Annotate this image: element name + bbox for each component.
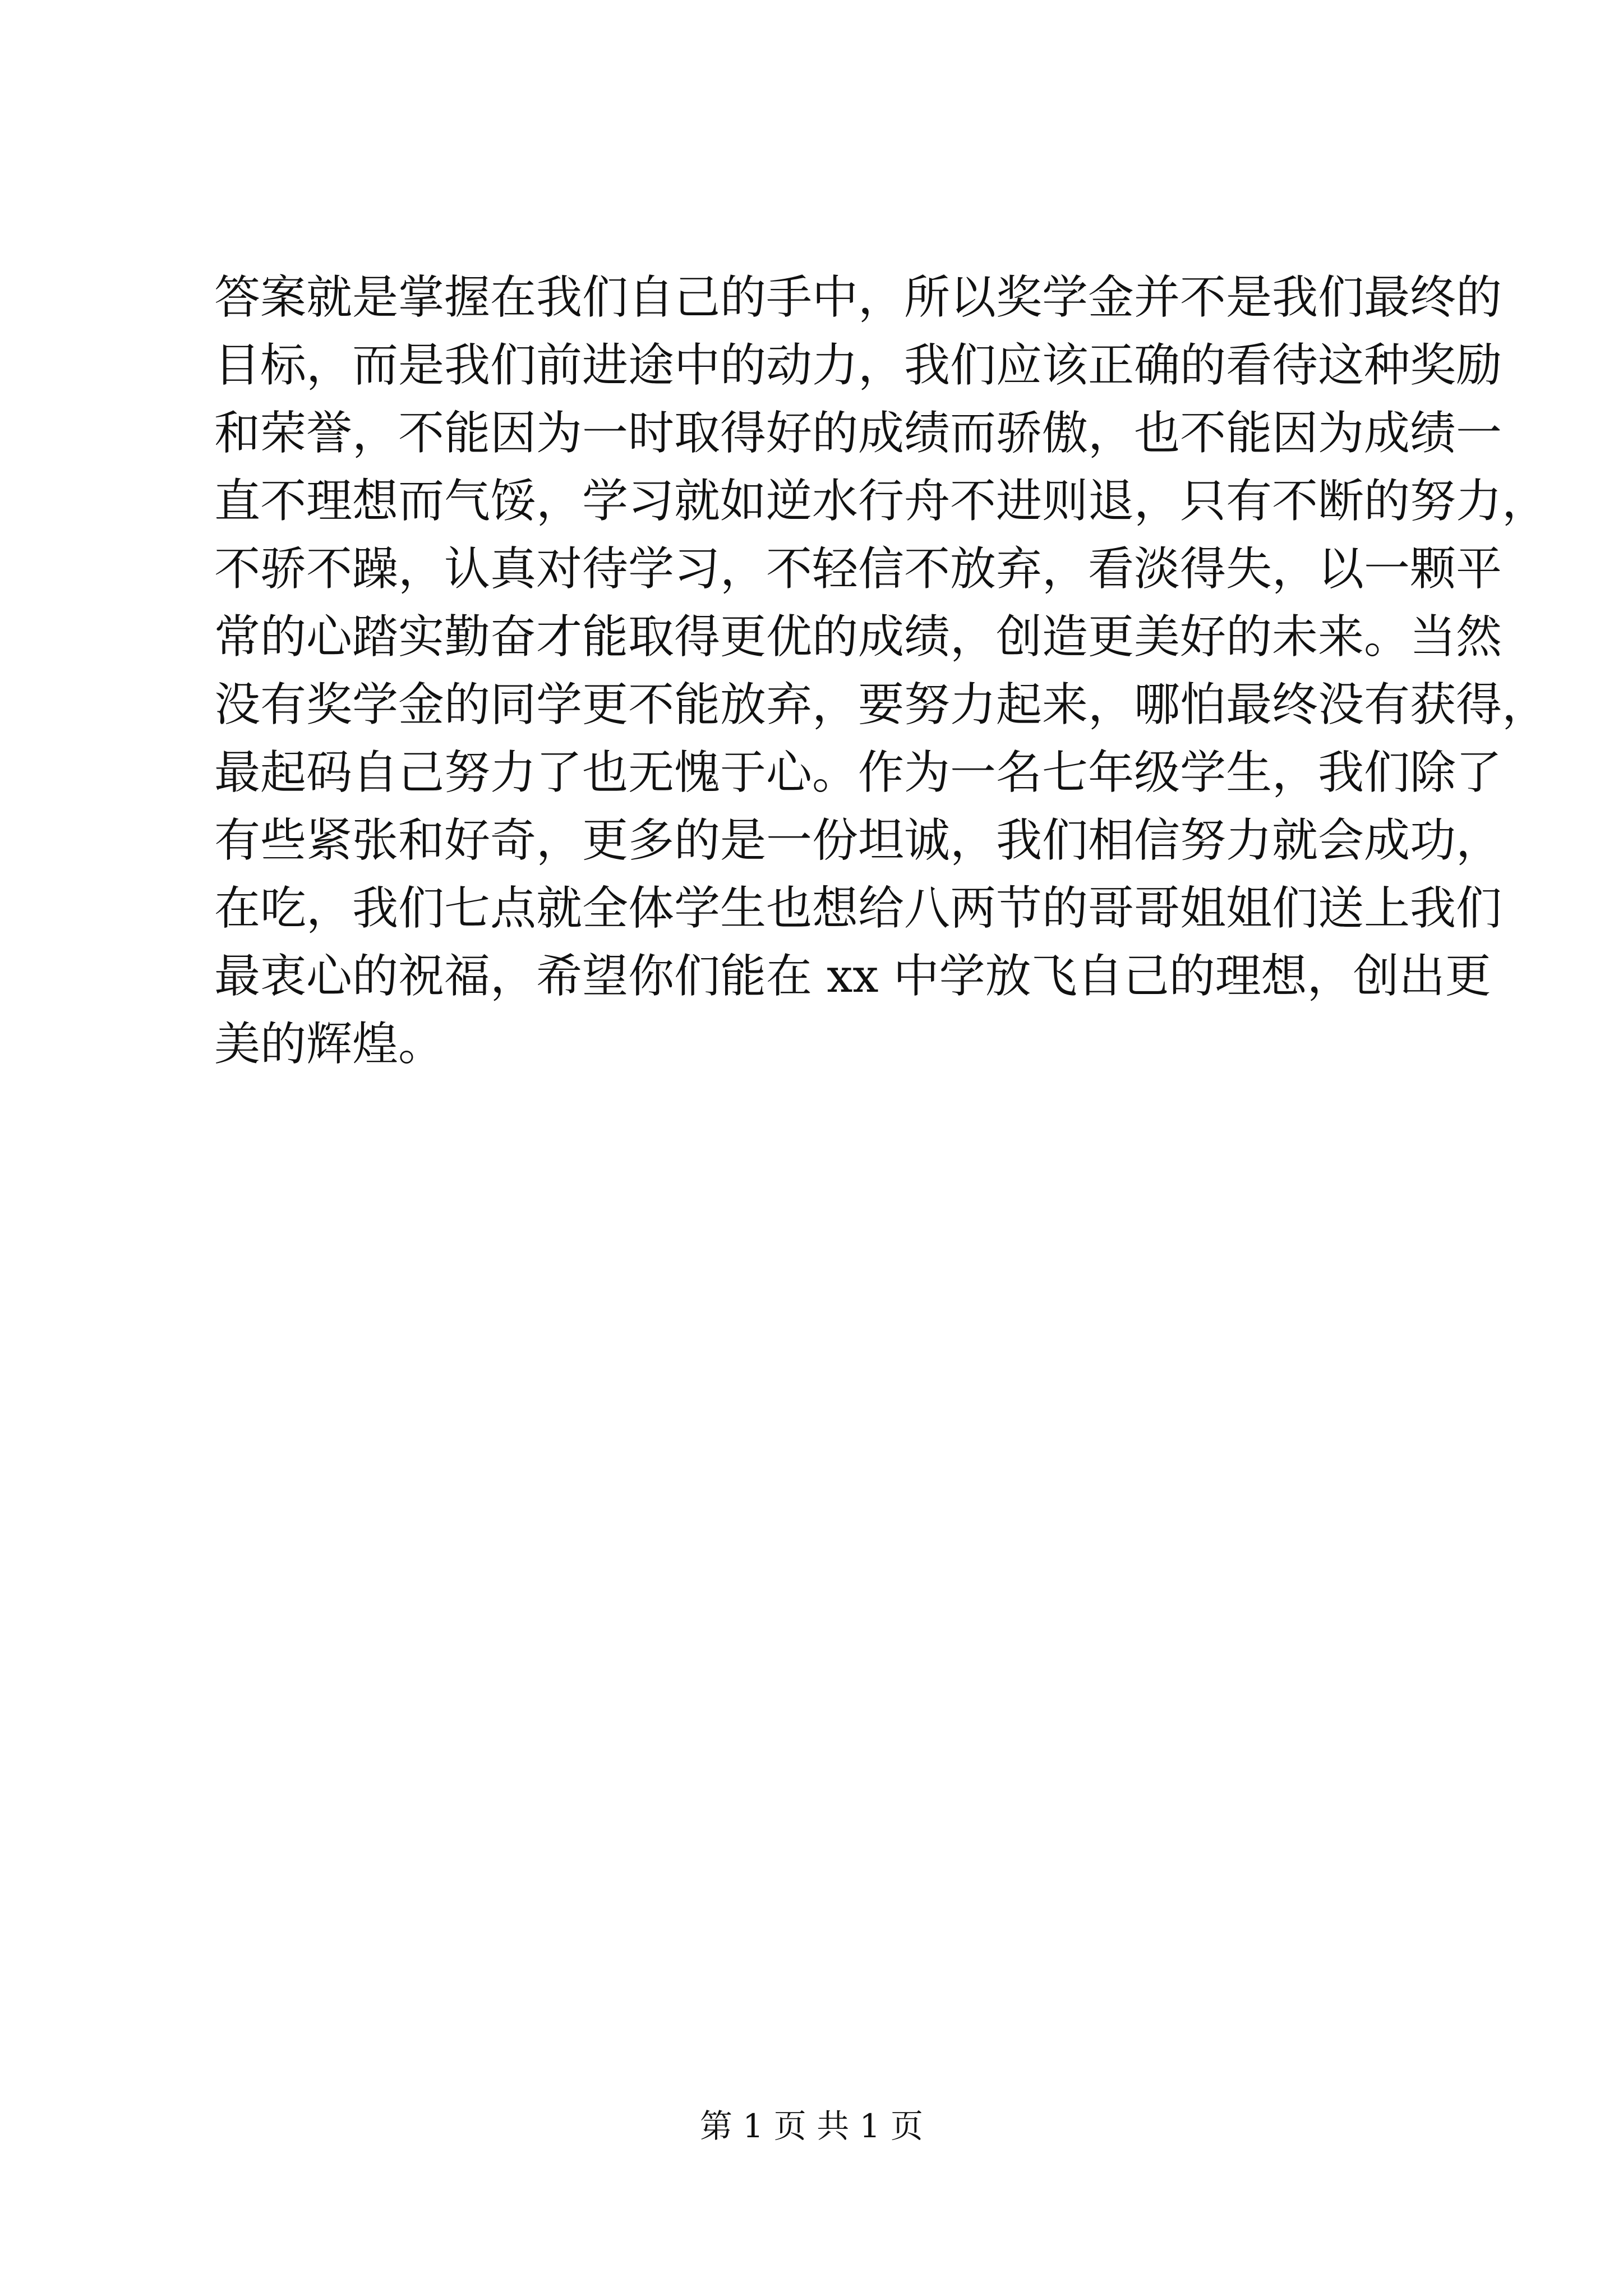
text-line: 最起码自己努力了也无愧于心。作为一名七年级学生，我们除了 (214, 746, 1502, 799)
body-paragraph (214, 264, 1548, 1078)
text-line: 在吃，我们七点就全体学生也想给八两节的哥哥姐姐们送上我们 (214, 882, 1502, 935)
text-line: 答案就是掌握在我们自己的手中，所以奖学金并不是我们最终的 (214, 271, 1502, 324)
text-line: 和荣誉，不能因为一时取得好的成绩而骄傲，也不能因为成绩一 (214, 407, 1502, 460)
text-line: 不骄不躁，认真对待学习，不轻信不放弃，看淡得失，以一颗平 (214, 542, 1502, 596)
text-line: 没有奖学金的同学更不能放弃，要努力起来，哪怕最终没有获得， (214, 678, 1548, 731)
text-line: 最衷心的祝福，希望你们能在 xx 中学放飞自己的理想，创出更 (214, 950, 1491, 1003)
text-line: 目标，而是我们前进途中的动力，我们应该正确的看待这种奖励 (214, 339, 1502, 392)
text-line: 常的心踏实勤奋才能取得更优的成绩，创造更美好的未来。当然 (214, 610, 1502, 664)
page-number-footer: 第 1 页 共 1 页 (700, 2107, 923, 2145)
text-line: 美的辉煌。 (214, 1018, 445, 1071)
text-line: 有些紧张和好奇，更多的是一份坦诚，我们相信努力就会成功， (214, 814, 1502, 867)
text-line: 直不理想而气馁，学习就如逆水行舟不进则退，只有不断的努力， (214, 475, 1548, 528)
